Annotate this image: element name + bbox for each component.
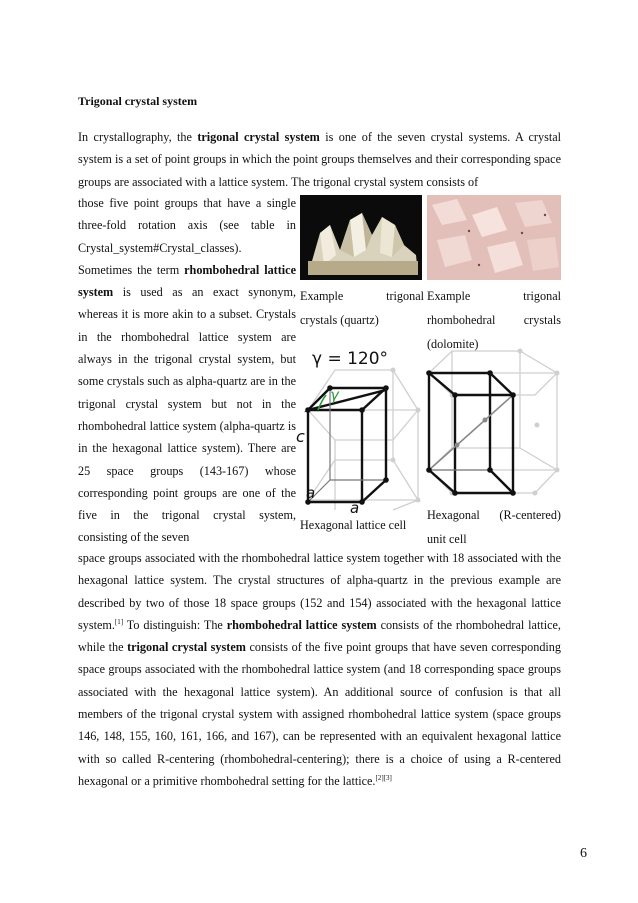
- intro-paragraph: [78, 126, 561, 193]
- text-run: is used as an exact synonym, whereas it is more akin to a subset. Crystals in the rhombohedral lattice system are always in the trigonal crystal system, but some crystals such as alpha-quartz are in the trigonal crystal system but not in the rhombohedral lattice system (alpha-quartz is in the hexagonal lattice system). There are 25 space groups (143-167) whose corresponding point groups are one of the five in the trigonal crystal system, consisting of the seven: [78, 285, 296, 545]
- bold-term: rhombohedral lattice system: [78, 262, 296, 300]
- page-number: 6: [580, 846, 587, 861]
- continuation-paragraph: [78, 547, 561, 792]
- text-run: consists of the rhombohedral lattice, while the: [78, 617, 561, 655]
- dolomite-caption: Example trigonal rhombohedral crystals (dolomite): [427, 289, 561, 351]
- hexagonal-lattice-diagram: [296, 340, 425, 517]
- a-axis-label: a: [306, 484, 316, 502]
- gamma-equation-label: γ = 120°: [312, 349, 389, 369]
- citation-ref[interactable]: [2][3]: [375, 773, 392, 782]
- gamma-label: γ: [330, 386, 339, 404]
- bold-term: rhombohedral lattice system: [226, 617, 377, 632]
- r-centered-cell-caption: Hexagonal (R-centered) unit cell: [427, 508, 561, 546]
- citation-ref[interactable]: [1]: [114, 617, 124, 626]
- quartz-photo: [300, 195, 422, 280]
- text-run: To distinguish: The: [123, 617, 227, 632]
- bold-term: trigonal crystal system: [197, 130, 320, 144]
- text-run: In crystallography, the: [78, 130, 198, 144]
- text-run: is one of the seven crystal systems. A crystal system is a set of point groups in which the point groups themselves and their corresponding space groups are associated with a lattice system. The trigonal crystal system consists of: [78, 130, 561, 189]
- r-centered-cell-diagram: [427, 345, 561, 505]
- a-axis-label: a: [350, 499, 360, 517]
- bold-term: trigonal crystal system: [127, 640, 246, 655]
- quartz-caption: Example trigonal crystals (quartz): [300, 289, 424, 327]
- text-run: Sometimes the term: [78, 262, 185, 277]
- left-column-paragraph: [78, 192, 296, 549]
- c-axis-label: c: [296, 427, 305, 446]
- text-run: those five point groups that have a single three-fold rotation axis (see table in Crystal_system#Crystal_classes).: [78, 196, 296, 255]
- text-run: space groups associated with the rhombohedral lattice system together with 18 associated with the hexagonal lattice system. The crystal structures of alpha-quartz in the previous example are described by two of those 18 space groups (152 and 154) associated with the hexagonal lattice system.: [78, 551, 561, 632]
- dolomite-photo: [427, 195, 561, 280]
- hexagonal-cell-caption: Hexagonal lattice cell: [300, 518, 407, 532]
- section-title: Trigonal crystal system: [78, 94, 198, 108]
- text-run: consists of the five point groups that have seven corresponding space groups associated with the rhombohedral lattice system (and 18 corresponding space groups associated with the hexagonal lattice system). An additional source of confusion is that all members of the trigonal crystal system with assigned rhombohedral lattice system (space groups 146, 148, 155, 160, 161, 166, and 167), can be represented with an equivalent hexagonal lattice with so called R-centering (rhombohedral-centering); there is a choice of using a R-centered hexagonal or a primitive rhombohedral setting for the lattice.: [78, 640, 561, 788]
